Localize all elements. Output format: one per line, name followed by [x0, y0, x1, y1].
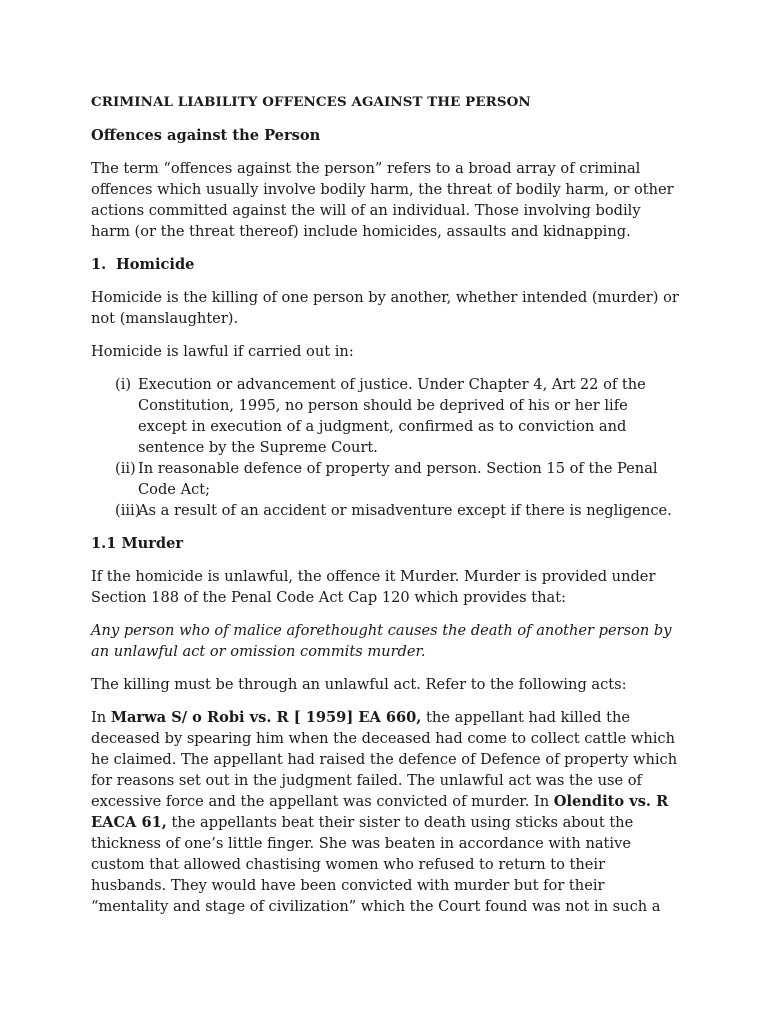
case-citation-marwa: Marwa S/ o Robi vs. R [ 1959] EA 660,	[110, 709, 422, 726]
case-text: In	[91, 709, 111, 726]
case-citation-olendito: Olendito vs. R EACA 61,	[91, 793, 669, 831]
unlawful-act-paragraph: The killing must be through an unlawful act. Refer to the following acts:	[91, 676, 627, 693]
homicide-lawful-intro: Homicide is lawful if carried out in:	[91, 343, 354, 360]
list-item-number: (ii)	[115, 460, 136, 477]
list-item-text: As a result of an accident or misadventure except if there is negligence.	[138, 502, 672, 519]
statute-quote: Any person who of malice aforethought causes the death of another person by an unlawful act or omission commits murder.	[91, 622, 672, 660]
list-item-number: (i)	[115, 376, 132, 393]
list-item	[91, 374, 681, 458]
list-item-text: In reasonable defence of property and person. Section 15 of the Penal Code Act;	[138, 460, 658, 498]
document-title: CRIMINAL LIABILITY OFFENCES AGAINST THE PERSON	[91, 94, 531, 110]
list-item-number: (iii)	[115, 502, 141, 519]
section-heading-murder: 1.1 Murder	[91, 535, 184, 552]
case-text: the appellant had killed the deceased by spearing him when the deceased had come to collect cattle which he claimed. The appellant had raised the defence of Defence of property which for reasons set out in the judgment failed. The unlawful act was the use of excessive force and the appellant was convicted of murder. In	[91, 709, 678, 810]
section-heading-homicide	[91, 254, 681, 275]
section-subtitle: Offences against the Person	[91, 127, 321, 144]
homicide-definition: Homicide is the killing of one person by another, whether intended (murder) or not (manslaughter).	[91, 289, 679, 327]
murder-paragraph: If the homicide is unlawful, the offence it Murder. Murder is provided under Section 188 of the Penal Code Act Cap 120 which provides that:	[91, 568, 656, 606]
intro-paragraph: The term “offences against the person” refers to a broad array of criminal offences which usually involve bodily harm, the threat of bodily harm, or other actions committed against the will of an individual. Those involving bodily harm (or the threat thereof) include homicides, assaults and kidnapping.	[91, 160, 674, 240]
section-heading-text: Homicide	[116, 256, 195, 273]
list-item-text: Execution or advancement of justice. Under Chapter 4, Art 22 of the Constitution, 1995, no person should be deprived of his or her life except in execution of a judgment, confirmed as to conviction and sentence by the Supreme Court.	[138, 376, 646, 456]
list-item	[91, 458, 681, 500]
case-text: the appellants beat their sister to death using sticks about the thickness of one’s little finger. She was beaten in accordance with native custom that allowed chastising women who refused to return to their husbands. They would have been convicted with murder but for their “mentality and stage of civilization” which the Court found was not in such a	[91, 814, 661, 915]
list-item	[91, 500, 681, 521]
section-number: 1.	[91, 256, 107, 273]
document-content	[91, 92, 681, 929]
lawful-homicide-list	[91, 374, 681, 521]
case-law-paragraph	[91, 707, 681, 917]
